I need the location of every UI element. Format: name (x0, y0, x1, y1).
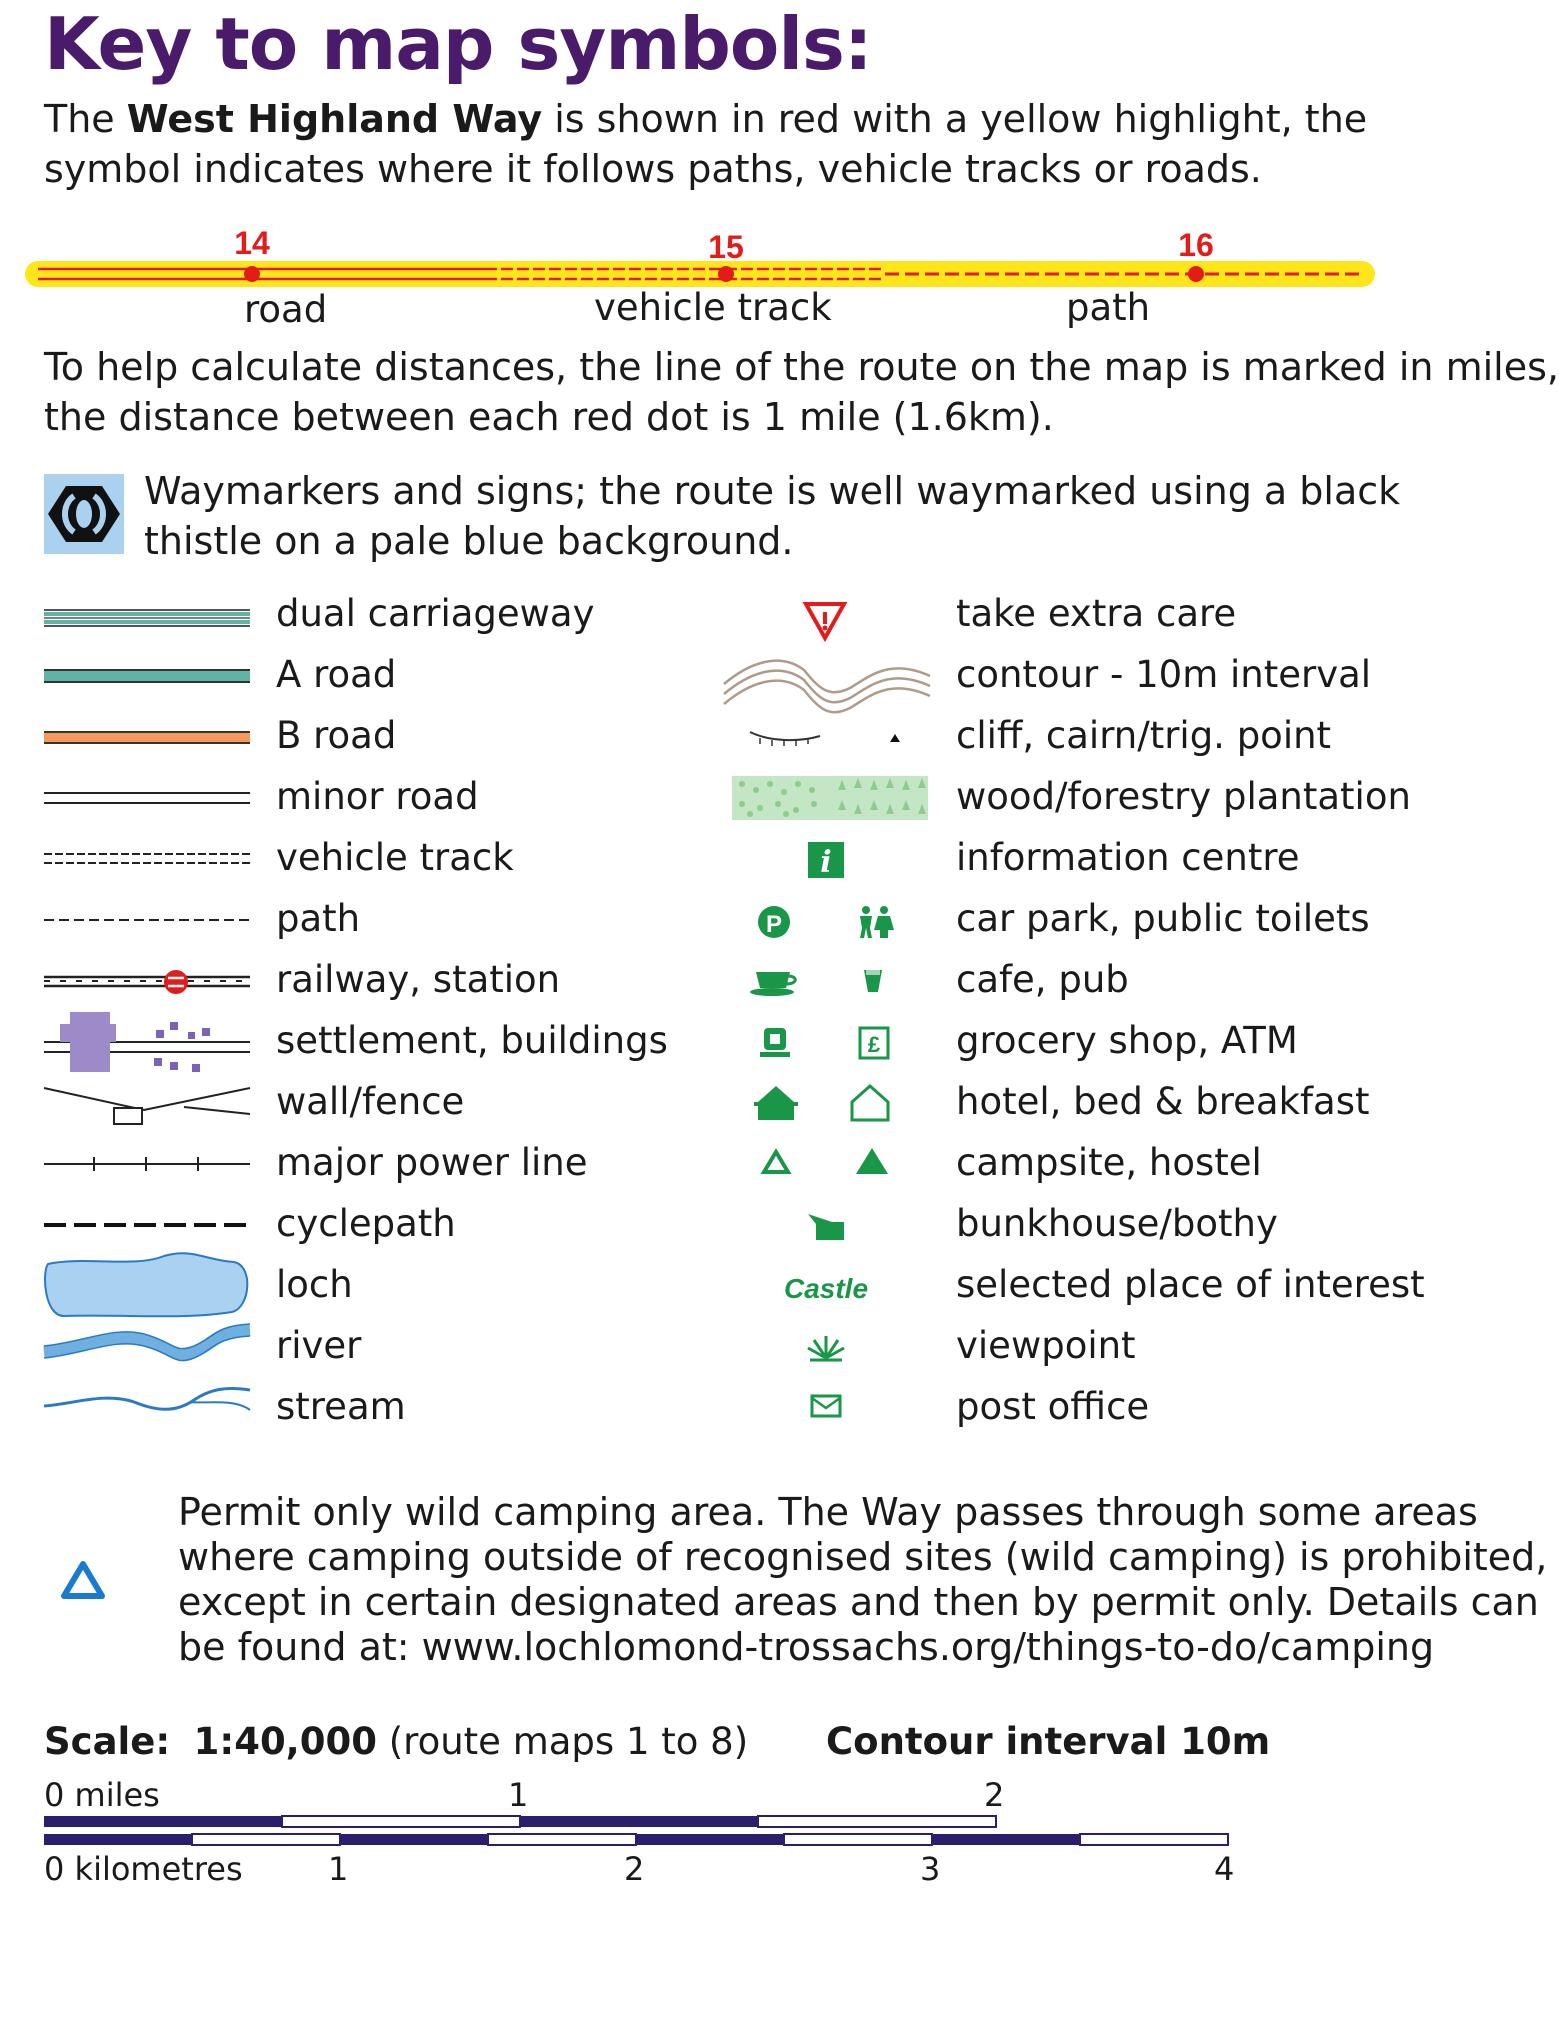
distance-line-2: the distance between each red dot is 1 mile (1.6km). (44, 395, 1054, 439)
legend-label-minor-road: minor road (276, 775, 479, 818)
wood-icon (732, 776, 928, 820)
route-label-vehicle-track: vehicle track (594, 286, 832, 329)
mile-marker-16: 16 (1178, 227, 1214, 263)
distance-line-1: To help calculate distances, the line of the route on the map is marked in miles, (44, 345, 1559, 389)
miles-scale-bar (44, 1816, 996, 1827)
permit-line-1: Permit only wild camping area. The Way passes through some areas (178, 1490, 1478, 1534)
legend-label-loch: loch (276, 1263, 353, 1306)
intro-text (44, 94, 1367, 194)
miles-tick-0: 0 miles (44, 1776, 160, 1814)
miles-tick-1: 1 (508, 1776, 529, 1814)
scale-heading (44, 1720, 748, 1763)
castle-text-icon: Castle (783, 1273, 869, 1304)
legend-label-post-office: post office (956, 1385, 1150, 1428)
waymark-line-2: thistle on a pale blue background. (144, 519, 794, 563)
legend-label-viewpoint: viewpoint (956, 1324, 1136, 1367)
km-scale-bar (44, 1834, 1228, 1845)
hotel-bnb-icon (754, 1086, 888, 1120)
permit-camping-icon (60, 1558, 106, 1600)
scale-bar (44, 1814, 1234, 1854)
cafe-pub-icon (750, 970, 882, 996)
km-tick-0: 0 kilometres (44, 1850, 243, 1888)
railway-station-icon (44, 970, 250, 994)
mile-dot-14 (244, 266, 260, 282)
route-name: West Highland Way (126, 97, 543, 141)
legend-label-dual-carriageway: dual carriageway (276, 592, 595, 635)
waymark-text (144, 466, 1400, 566)
intro-line-2: symbol indicates where it follows paths, vehicle tracks or roads. (44, 147, 1262, 191)
viewpoint-icon (808, 1336, 844, 1360)
campsite-hostel-icon (764, 1148, 888, 1174)
mile-dot-15 (718, 266, 734, 282)
legend-label-bunkhouse: bunkhouse/bothy (956, 1202, 1278, 1245)
legend-label-railway: railway, station (276, 958, 561, 1001)
scale-label: Scale: (44, 1720, 171, 1763)
settlement-icon (44, 1012, 250, 1072)
route-label-road: road (244, 288, 328, 331)
legend-label-parking-toilets: car park, public toilets (956, 897, 1370, 940)
legend-label-stream: stream (276, 1385, 406, 1428)
power-line-icon (44, 1157, 250, 1171)
info-icon (808, 842, 844, 880)
permit-line-2: where camping outside of recognised sites (wild camping) is prohibited, (178, 1535, 1548, 1579)
right-legend-symbols (720, 592, 936, 1442)
permit-line-3: except in certain designated areas and then by permit only. Details can (178, 1580, 1539, 1624)
waymark-line-1: Waymarkers and signs; the route is well waymarked using a black (144, 469, 1401, 513)
svg-text:i: i (820, 845, 832, 880)
legend-label-grocery-atm: grocery shop, ATM (956, 1019, 1298, 1062)
miles-tick-2: 2 (984, 1776, 1005, 1814)
intro-line-1: The West Highland Way is shown in red with a yellow highlight, the (44, 97, 1368, 141)
legend-label-b-road: B road (276, 714, 397, 757)
legend-label-a-road: A road (276, 653, 397, 696)
legend-label-cafe-pub: cafe, pub (956, 958, 1129, 1001)
legend-label-cyclepath: cyclepath (276, 1202, 456, 1245)
minor-road-line (44, 793, 250, 803)
mile-marker-15: 15 (708, 229, 744, 265)
permit-text (178, 1490, 1547, 1670)
waymarker-icon (44, 474, 124, 554)
scale-ratio: 1:40,000 (193, 1720, 377, 1763)
scale-note: (route maps 1 to 8) (388, 1720, 749, 1763)
bunkhouse-icon (808, 1214, 844, 1240)
mile-dot-16 (1188, 266, 1204, 282)
svg-text:P: P (765, 911, 783, 938)
contour-icon (724, 661, 930, 713)
legend-label-wall-fence: wall/fence (276, 1080, 465, 1123)
legend-label-place-of-interest: selected place of interest (956, 1263, 1425, 1306)
page-title: Key to map symbols: (44, 2, 872, 86)
grocery-atm-icon (760, 1028, 888, 1058)
legend-label-vehicle-track: vehicle track (276, 836, 514, 879)
wall-fence-icon (44, 1088, 250, 1124)
b-road-line (44, 732, 250, 743)
legend-label-wood: wood/forestry plantation (956, 775, 1411, 818)
contour-interval: Contour interval 10m (826, 1720, 1271, 1763)
km-tick-3: 3 (920, 1850, 941, 1888)
legend-label-power-line: major power line (276, 1141, 588, 1184)
legend-label-hotel-bnb: hotel, bed & breakfast (956, 1080, 1370, 1123)
parking-toilets-icon (758, 906, 894, 938)
loch-icon (45, 1253, 247, 1316)
km-tick-1: 1 (328, 1850, 349, 1888)
legend-label-contour: contour - 10m interval (956, 653, 1372, 696)
km-tick-2: 2 (624, 1850, 645, 1888)
dual-carriageway-line (44, 610, 250, 626)
permit-line-4: be found at: www.lochlomond-trossachs.org/things-to-do/camping (178, 1625, 1435, 1669)
route-label-path: path (1066, 286, 1151, 329)
svg-text:£: £ (867, 1032, 881, 1057)
a-road-line (44, 670, 250, 682)
river-icon (44, 1324, 250, 1361)
stream-icon (44, 1388, 250, 1409)
legend-label-campsite-hostel: campsite, hostel (956, 1141, 1262, 1184)
legend-label-info: information centre (956, 836, 1300, 879)
legend-label-river: river (276, 1324, 362, 1367)
mile-marker-14: 14 (234, 225, 270, 261)
legend-label-cliff-cairn: cliff, cairn/trig. point (956, 714, 1332, 757)
distance-text (44, 342, 1559, 442)
warning-triangle-icon (806, 604, 844, 638)
cliff-cairn-icon (750, 732, 900, 746)
km-tick-4: 4 (1214, 1850, 1235, 1888)
legend-label-path: path (276, 897, 361, 940)
legend-label-take-extra-care: take extra care (956, 592, 1237, 635)
post-office-icon (812, 1396, 840, 1416)
legend-label-settlement: settlement, buildings (276, 1019, 668, 1062)
vehicle-track-line (44, 854, 250, 863)
